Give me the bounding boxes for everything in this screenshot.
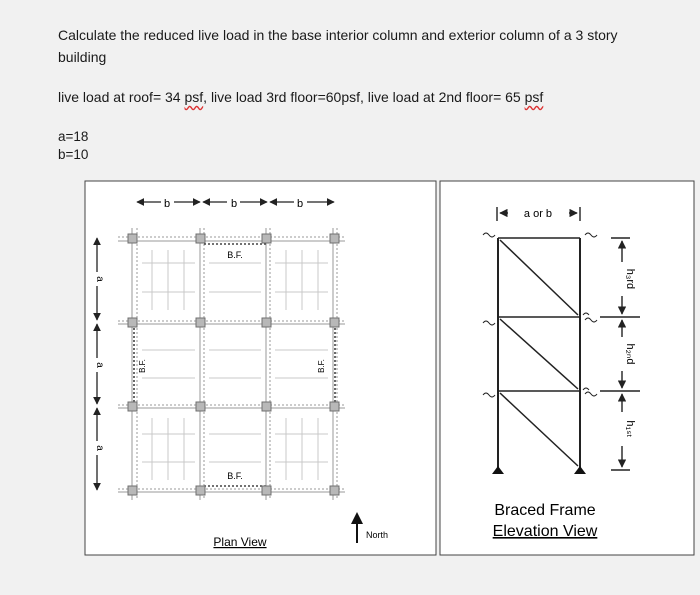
param-b: b=10 (58, 147, 89, 162)
elevation-caption-line-1: Braced Frame (494, 502, 596, 519)
bf-label-right: B.F. (317, 359, 326, 373)
plan-view (85, 181, 436, 555)
psf-unit-2: psf (524, 89, 544, 105)
question-line-2: building (58, 49, 107, 65)
live-load-roof-text: live load at roof= 34 (58, 89, 185, 105)
dim-b-label-3: b (296, 198, 304, 210)
bf-label-bottom: B.F. (227, 471, 243, 481)
question-line-1: Calculate the reduced live load in the base interior column and exterior column of a 3 story (58, 27, 618, 43)
dim-a-label-2: a (94, 362, 105, 368)
plan-view-caption: Plan View (213, 535, 267, 549)
dim-a-or-b: a or b (523, 208, 553, 220)
param-a: a=18 (58, 129, 89, 144)
north-label: North (366, 530, 389, 540)
dim-a-label-1: a (94, 276, 105, 282)
dim-a-label-3: a (94, 445, 105, 451)
live-load-floors-text: , live load 3rd floor=60psf, live load at 2nd floor= 65 (203, 89, 525, 105)
elevation-view (440, 181, 694, 555)
elevation-caption-line-2: Elevation View (492, 523, 598, 540)
h3-label: h₃rd (624, 268, 636, 290)
bf-label-top: B.F. (227, 250, 243, 260)
dim-b-label-1: b (163, 198, 171, 210)
psf-unit-1: psf (184, 89, 204, 105)
elevation-panel-border (440, 181, 694, 555)
dim-b-label-2: b (230, 198, 238, 210)
h2-label: h₂ₙd (624, 343, 636, 365)
h1-label: h₁ₛₜ (624, 420, 636, 438)
bf-label-left: B.F. (138, 359, 147, 373)
